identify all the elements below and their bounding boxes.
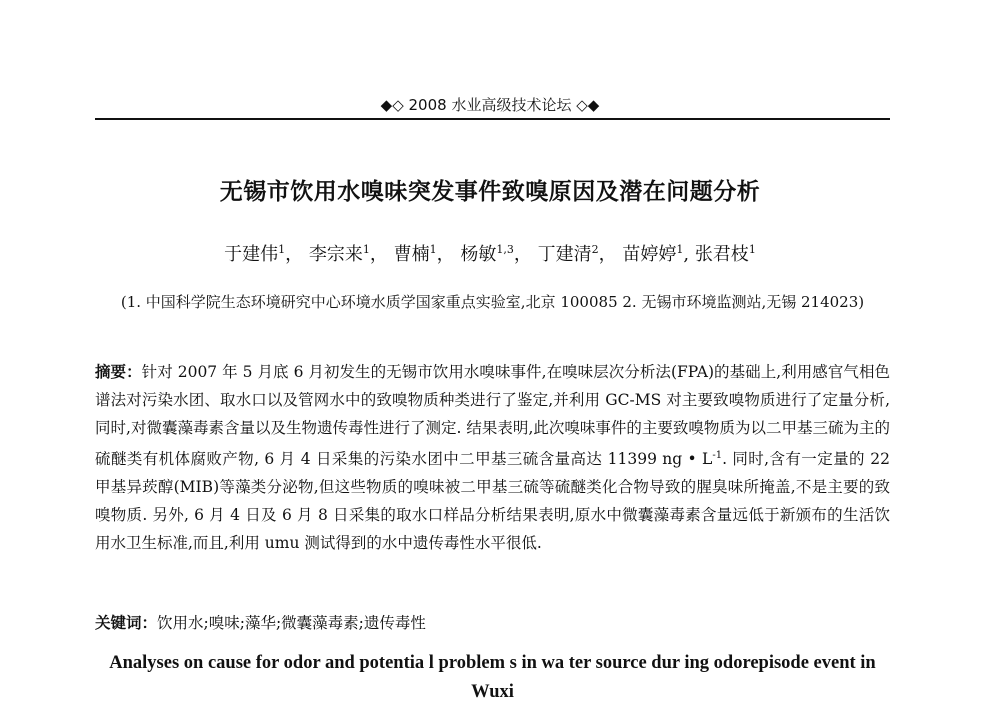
header-text: 2008 水业高级技术论坛 [408, 96, 572, 114]
author-name: 苗婷婷 [622, 244, 677, 265]
author-affil-mark: 1,3 [496, 243, 514, 256]
unit-exponent: -1 [712, 450, 723, 462]
keywords-text: 饮用水;嗅味;藻华;微囊藻毒素;遗传毒性 [157, 614, 426, 632]
keywords-label: 关键词： [95, 614, 158, 632]
author-separator: ， [513, 244, 532, 265]
author-separator: ， [436, 244, 455, 265]
ornament-right: ◇◆ [576, 96, 600, 114]
affiliations: (1. 中国科学院生态环境研究中心环境水质学国家重点实验室,北京 100085 2. 无锡市环境监测站,无锡 214023) [120, 293, 865, 311]
author [309, 244, 388, 265]
abstract [95, 359, 890, 558]
author-affil-mark: 1 [676, 243, 684, 256]
author-affil-mark: 1 [362, 243, 370, 256]
author-separator: , [683, 244, 690, 265]
author [538, 244, 617, 265]
author-separator: ， [598, 244, 617, 265]
english-title: Analyses on cause for odor and potentia l problem s in wa ter source dur ing odorepisode event in Wuxi [109, 653, 876, 702]
author-name: 于建伟 [224, 244, 279, 265]
paper-title: 无锡市饮用水嗅味突发事件致嗅原因及潜在问题分析 [219, 178, 761, 205]
author [394, 244, 455, 265]
author [695, 244, 756, 265]
author-name: 李宗来 [308, 244, 363, 265]
abstract-label: 摘要： [95, 363, 142, 381]
author-separator: ， [369, 244, 388, 265]
author-affil-mark: 2 [591, 243, 599, 256]
author-name: 曹楠 [393, 244, 430, 265]
author-name: 杨敏 [460, 244, 497, 265]
abstract-text: 针对 2007 年 5 月底 6 月初发生的无锡市饮用水嗅味事件,在嗅味层次分析法(FPA)的基础上,利用感官气相色谱法对污染水团、取水口以及管网水中的致嗅物质种类进行了鉴定,并利用 GC-MS 对主要致嗅物质进行了定量分析,同时,对微囊藻毒素含量以及生物遗传毒性进行了测定. 结果表明,此次嗅味事件的主要致嗅物质为以二甲基三硫为主的硫醚类有机体腐败产物, 6 月 4 日采集的污染水团中二甲基三硫含量高达 11399 ng • L [95, 363, 890, 469]
author-affil-mark: 1 [278, 243, 286, 256]
ornament-left: ◆◇ [380, 96, 404, 114]
header-rule [95, 118, 890, 120]
author-affil-mark: 1 [429, 243, 437, 256]
author-name: 丁建清 [537, 244, 592, 265]
keywords [95, 611, 890, 633]
author-affil-mark: 1 [748, 243, 756, 256]
running-header [95, 94, 885, 115]
author [224, 244, 303, 265]
author [460, 244, 532, 265]
author-separator: ， [285, 244, 304, 265]
abstract-text-continued: . 同时,含有一定量的 22 甲基异莰醇(MIB)等藻类分泌物,但这些物质的嗅味被二甲基三硫等硫醚类化合物导致的腥臭味所掩盖,不是主要的致嗅物质. 另外, 6 月 4 日及 6 月 8 日采集的取水口样品分析结果表明,原水中微囊藻毒素含量远低于新颁布的生活饮用水卫生标准,而且,利用 umu 测试得到的水中遗传毒性水平很低. [95, 450, 891, 552]
author [622, 244, 689, 265]
author-list [95, 240, 885, 266]
author-name: 张君枝 [694, 244, 749, 265]
